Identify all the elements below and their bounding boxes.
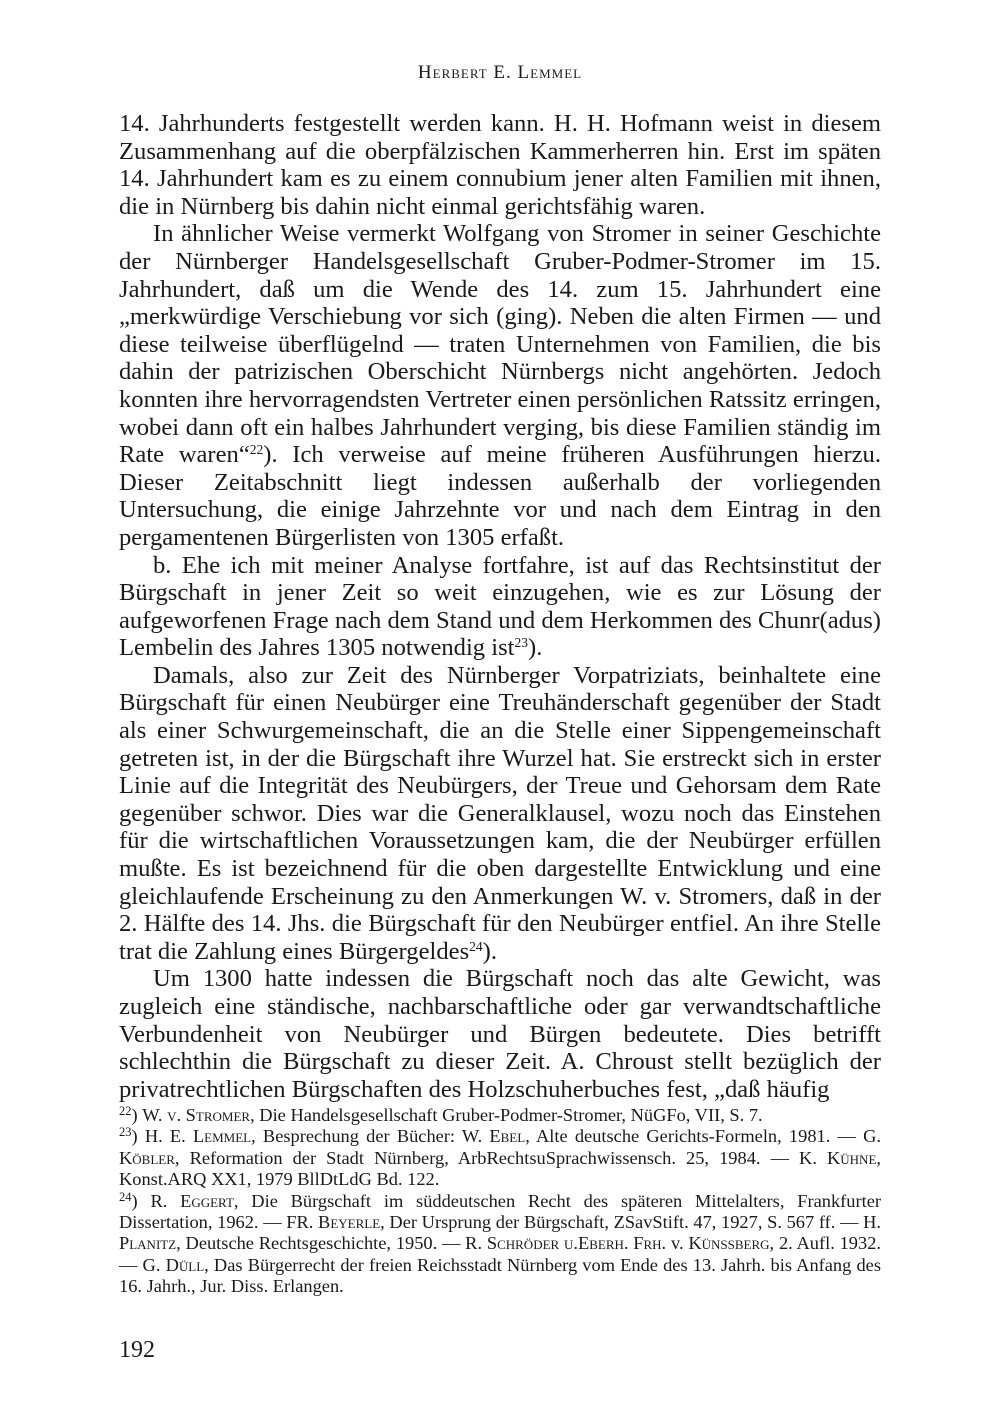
footnote-22-marker: 22 (119, 1103, 132, 1118)
paragraph-2-text-b: ). Ich verweise auf meine früheren Ausführungen hierzu. Dieser Zeitabschnitt liegt indessen außerhalb der vorliegenden Untersuchung, die einige Jahrzehnte vor und nach dem Eintrag in den pergamentenen Bürgerlisten von 1305 erfaßt. (119, 441, 881, 551)
footnote-text: , 2. Aufl. 1932. — G. (119, 1233, 881, 1275)
footnote-ref-24[interactable]: 24 (469, 938, 483, 954)
footnote-author: Künssberg (688, 1233, 770, 1254)
footnote-ref-22[interactable]: 22 (249, 442, 264, 458)
footnote-text: , Reformation der Stadt Nürnberg, ArbRechtsuSprachwissensch. 25, 1984. — K. (174, 1147, 827, 1168)
paragraph-5: Um 1300 hatte indessen die Bürgschaft noch das alte Gewicht, was zugleich eine ständische, nachbarschaftliche oder gar verwandtschaftliche Verbundenheit von Neubürger und Bürgen bedeutete. Dies betrifft schlechthin die Bürgschaft zu dieser Zeit. A. Chroust stellt bezüglich der privatrechtlichen Bürgschaften des Holzschuherbuches fest, „daß häufig (119, 965, 881, 1103)
footnote-text: , Besprechung der Bücher: W. (251, 1126, 490, 1147)
footnote-author: Ebel (489, 1126, 526, 1147)
footnote-author: Köbler (119, 1147, 175, 1168)
footnote-text: , Konst.ARQ XX1, 1979 BllDtLdG Bd. 122. (119, 1147, 881, 1190)
footnote-text: R. (150, 1190, 181, 1211)
footnote-24: $^{24}$) R. Eggert, Die Bürgschaft im süddeutschen Recht des späteren Mittelalters, Frankfurter Dissertation, 1962. — FR. Beyerle, Der Ursprung der Bürgschaft, ZSavStift. 47, 1927, S. 567 ff. — H. Planitz, Deutsche Rechtsgeschichte, 1950. — R. Schröder u.Eberh. Frh. v. Künssberg, 2. Aufl. 1932. — G. Düll, Das Bürgerrecht der freien Reichsstadt Nürnberg vom Ende des 13. Jahrh. bis Anfang des 16. Jahrh., Jur. Diss. Erlangen. (119, 1189, 881, 1297)
footnote-author: Planitz (119, 1233, 177, 1254)
footnote-23-marker: 23 (119, 1125, 132, 1140)
paragraph-3 (119, 552, 881, 662)
footnote-author: Kühne (827, 1147, 877, 1168)
paragraph-2 (119, 220, 881, 551)
footnote-author: Schröder u.Eberh. Frh. (486, 1233, 667, 1254)
paragraph-3-text-a: b. Ehe ich mit meiner Analyse fortfahre, ist auf das Rechtsinstitut der Bürgschaft in jener Zeit so weit einzugehen, wie es zur Lösung der aufgeworfenen Frage nach dem Stand und dem Herkommen des Chunr(adus) Lembelin des Jahres 1305 notwendig ist (119, 551, 881, 662)
paragraph-2-text-a: In ähnlicher Weise vermerkt Wolfgang von Stromer in seiner Geschichte der Nürnberger Handelsgesellschaft Gruber-Podmer-Stromer im 15. Jahrhundert, daß um die Wende des 14. zum 15. Jahrhundert eine „merkwürdige Verschiebung vor sich (ging). Neben die alten Firmen — und diese teilweise überflügelnd — traten Unternehmen von Familien, die bis dahin der patrizischen Oberschicht Nürnbergs nicht angehörten. Jedoch konnten ihre hervorragendsten Vertreter einen persönlichen Ratssitz erringen, wobei dann oft ein halbes Jahrhundert verging, bis diese Familien ständig im Rate waren“ (119, 220, 881, 469)
main-text (119, 110, 881, 1103)
running-header: Herbert E. Lemmel (417, 62, 583, 83)
footnote-author: Eggert (180, 1190, 234, 1211)
footnote-author: H. E. Lemmel (144, 1126, 252, 1147)
footnote-22: $^{22}$) W. v. Stromer, Die Handelsgesellschaft Gruber-Podmer-Stromer, NüGFo, VII, S. 7. (119, 1103, 763, 1125)
footnote-24-marker: 24 (119, 1189, 132, 1204)
footnote-ref-23[interactable]: 23 (514, 635, 528, 651)
footnote-author: Düll (165, 1254, 205, 1275)
paragraph-4-text-b: ). (482, 937, 497, 965)
footnote-23: $^{23}$) H. E. Lemmel, Besprechung der Bücher: W. Ebel, Alte deutsche Gerichts-Formeln, 1981. — G. Köbler, Reformation der Stadt Nürnberg, ArbRechtsuSprachwissensch. 25, 1984. — K. Kühne, Konst.ARQ XX1, 1979 BllDtLdG Bd. 122. (119, 1125, 881, 1190)
footnote-text: v. (666, 1233, 689, 1254)
paragraph-3-text-b: ). (528, 634, 543, 662)
footnote-author: Beyerle (318, 1212, 381, 1233)
footnote-text: , Der Ursprung der Bürgschaft, ZSavStift. 47, 1927, S. 567 ff. — H. (380, 1212, 881, 1233)
paragraph-4-text-a: Damals, also zur Zeit des Nürnberger Vorpatriziats, beinhaltete eine Bürgschaft für einen Neubürger eine Treuhänderschaft gegenüber der Stadt als einer Schwurgemeinschaft, die an die Stelle einer Sippengemeinschaft getreten ist, in der die Bürgschaft ihre Wurzel hat. Sie erstreckt sich in erster Linie auf die Integrität des Neubürgers, der Treue und Gehorsam dem Rate gegenüber schwor. Dies war die Generalklausel, wozu noch das Einstehen für die wirtschaftlichen Voraussetzungen kam, die der Neubürger erfüllen mußte. Es ist bezeichnend für die oben dargestellte Entwicklung und eine gleichlaufende Erscheinung zu den Anmerkungen W. v. Stromers, daß in der 2. Hälfte des 14. Jhs. die Bürgschaft für den Neubürger entfiel. An ihre Stelle trat die Zahlung eines Bürgergeldes (119, 661, 881, 965)
paragraph-4 (119, 662, 881, 966)
footnote-text: , Das Bürgerrecht der freien Reichsstadt Nürnberg vom Ende des 13. Jahrh. bis Anfang des 16. Jahrh., Jur. Diss. Erlangen. (119, 1254, 881, 1297)
footnote-text: , Die Bürgschaft im süddeutschen Recht des späteren Mittelalters, Frankfurter Dissertation, 1962. — FR. (119, 1190, 881, 1233)
paragraph-1: 14. Jahrhunderts festgestellt werden kann. H. H. Hofmann weist in diesem Zusammenhang auf die oberpfälzischen Kammerherren hin. Erst im späten 14. Jahrhundert kam es zu einem connubium jener alten Familien mit ihnen, die in Nürnberg bis dahin nicht einmal gerichtsfähig waren. (119, 110, 881, 220)
footnote-text: , Deutsche Rechtsgeschichte, 1950. — R. (176, 1233, 487, 1254)
page-number: 192 (119, 1337, 155, 1363)
footnotes (119, 1105, 881, 1298)
footnote-author: W. v. Stromer (142, 1105, 251, 1125)
footnote-text: , Die Handelsgesellschaft Gruber-Podmer-Stromer, NüGFo, VII, S. 7. (250, 1105, 763, 1125)
footnote-text: , Alte deutsche Gerichts-Formeln, 1981. — G. (525, 1126, 881, 1147)
